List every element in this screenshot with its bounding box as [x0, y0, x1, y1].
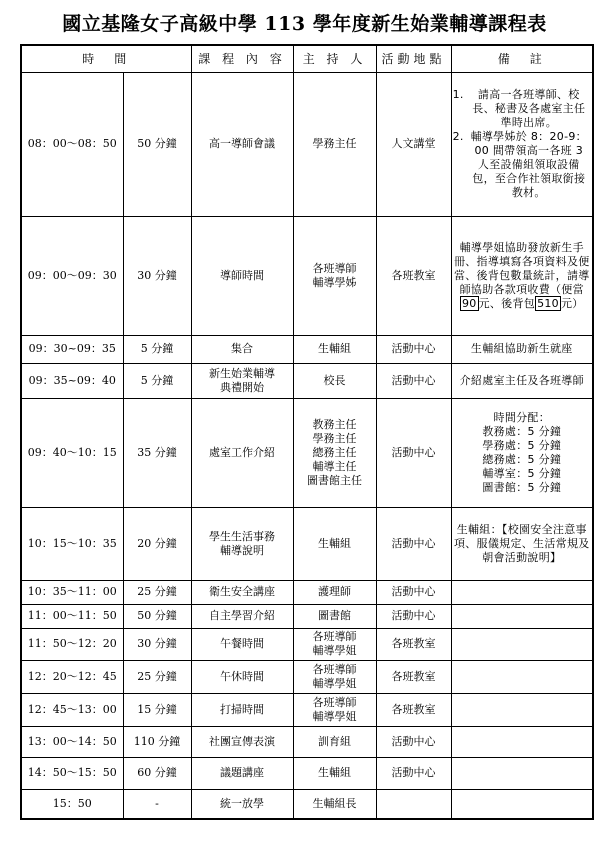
content-cell: 學生生活事務 輔導說明: [191, 507, 293, 580]
duration-cell: 5 分鐘: [123, 335, 191, 363]
content-cell: 衛生安全講座: [191, 580, 293, 604]
header-host: 主 持 人: [293, 45, 376, 72]
host-cell: 各班導師 輔導學姐: [293, 628, 376, 660]
location-cell: 活動中心: [376, 580, 451, 604]
lunchbox-price: 90: [461, 296, 477, 310]
note-cell: [451, 757, 593, 789]
table-row: [21, 726, 593, 757]
note-text: 元）: [560, 296, 584, 310]
location-cell: [376, 789, 451, 819]
duration-cell: 110 分鐘: [123, 726, 191, 757]
time-cell: 09：40～10：15: [21, 398, 123, 507]
header-note: 備 註: [451, 45, 593, 72]
content-cell: 集合: [191, 335, 293, 363]
location-cell: 各班教室: [376, 693, 451, 726]
location-cell: 活動中心: [376, 335, 451, 363]
time-cell: 10：15～10：35: [21, 507, 123, 580]
host-cell: 學務主任: [293, 72, 376, 216]
content-cell: 導師時間: [191, 216, 293, 335]
table-row: [21, 693, 593, 726]
content-cell: 新生始業輔導 典禮開始: [191, 363, 293, 398]
table-row: [21, 789, 593, 819]
host-cell: 生輔組: [293, 507, 376, 580]
header-location: 活動地點: [376, 45, 451, 72]
duration-cell: 25 分鐘: [123, 580, 191, 604]
host-cell: 訓育組: [293, 726, 376, 757]
note-cell: 時間分配： 教務處：5 分鐘 學務處：5 分鐘 總務處：5 分鐘 輔導室：5 分鐘 圖書館：5 分鐘: [451, 398, 593, 507]
duration-cell: 35 分鐘: [123, 398, 191, 507]
note-cell: [451, 693, 593, 726]
location-cell: 各班教室: [376, 628, 451, 660]
time-cell: 15：50: [21, 789, 123, 819]
backpack-price: 510: [537, 296, 559, 310]
host-cell: 生輔組: [293, 757, 376, 789]
table-row: [21, 628, 593, 660]
time-cell: 09：00～09：30: [21, 216, 123, 335]
time-cell: 12：20～12：45: [21, 660, 123, 693]
time-cell: 12：45～13：00: [21, 693, 123, 726]
note-cell: [451, 628, 593, 660]
note-text: 元、後背包: [478, 296, 536, 310]
table-row: [21, 335, 593, 363]
content-cell: 社團宣傳表演: [191, 726, 293, 757]
note-item: 2. 輔導學姊於 8：20-9：00 間帶領高一各班 3 人至設備組領取設備包，至合作社領取銜接教材。: [468, 130, 591, 200]
note-cell: [451, 604, 593, 628]
content-cell: 午休時間: [191, 660, 293, 693]
note-cell: 介紹處室主任及各班導師: [451, 363, 593, 398]
note-cell: [451, 72, 593, 216]
location-cell: 活動中心: [376, 398, 451, 507]
location-cell: 人文講堂: [376, 72, 451, 216]
schedule-table: [20, 44, 594, 820]
note-text: 輔導學姐協助發放新生手冊、指導填寫各項資料及便當、後背包數量統計，請導師協助各款項收費（便當: [453, 240, 590, 296]
note-cell: [451, 726, 593, 757]
table-row: [21, 660, 593, 693]
host-cell: 各班導師 輔導學姊: [293, 216, 376, 335]
duration-cell: -: [123, 789, 191, 819]
host-cell: 圖書館: [293, 604, 376, 628]
note-cell: [451, 580, 593, 604]
note-cell: 生輔組：【校園安全注意事項、服儀規定、生活常規及朝會活動說明】: [451, 507, 593, 580]
table-row: [21, 398, 593, 507]
duration-cell: 20 分鐘: [123, 507, 191, 580]
time-cell: 14：50～15：50: [21, 757, 123, 789]
table-row: [21, 363, 593, 398]
location-cell: 活動中心: [376, 604, 451, 628]
duration-cell: 50 分鐘: [123, 604, 191, 628]
note-cell: [451, 789, 593, 819]
location-cell: 各班教室: [376, 216, 451, 335]
duration-cell: 5 分鐘: [123, 363, 191, 398]
document-title: 國立基隆女子高級中學 113 學年度新生始業輔導課程表: [62, 13, 547, 35]
time-cell: 13：00～14：50: [21, 726, 123, 757]
time-cell: 08：00～08：50: [21, 72, 123, 216]
location-cell: 活動中心: [376, 363, 451, 398]
duration-cell: 30 分鐘: [123, 628, 191, 660]
content-cell: 議題講座: [191, 757, 293, 789]
location-cell: 各班教室: [376, 660, 451, 693]
location-cell: 活動中心: [376, 757, 451, 789]
duration-cell: 25 分鐘: [123, 660, 191, 693]
duration-cell: 15 分鐘: [123, 693, 191, 726]
location-cell: 活動中心: [376, 507, 451, 580]
time-cell: 11：00～11：50: [21, 604, 123, 628]
note-cell: [451, 216, 593, 335]
host-cell: 生輔組: [293, 335, 376, 363]
duration-cell: 30 分鐘: [123, 216, 191, 335]
time-cell: 11：50～12：20: [21, 628, 123, 660]
host-cell: 護理師: [293, 580, 376, 604]
content-cell: 統一放學: [191, 789, 293, 819]
note-item: 1. 請高一各班導師、校長、秘書及各處室主任準時出席。: [468, 88, 591, 130]
location-cell: 活動中心: [376, 726, 451, 757]
host-cell: 生輔組長: [293, 789, 376, 819]
table-row: [21, 757, 593, 789]
note-cell: [451, 660, 593, 693]
content-cell: 自主學習介紹: [191, 604, 293, 628]
table-row: [21, 580, 593, 604]
table-row: [21, 216, 593, 335]
content-cell: 處室工作介紹: [191, 398, 293, 507]
note-list: [454, 88, 591, 200]
host-cell: 校長: [293, 363, 376, 398]
header-content: 課 程 內 容: [191, 45, 293, 72]
duration-cell: 60 分鐘: [123, 757, 191, 789]
table-row: [21, 507, 593, 580]
duration-cell: 50 分鐘: [123, 72, 191, 216]
header-row: [21, 45, 593, 72]
time-cell: 10：35～11：00: [21, 580, 123, 604]
host-cell: 各班導師 輔導學姐: [293, 693, 376, 726]
content-cell: 午餐時間: [191, 628, 293, 660]
content-cell: 高一導師會議: [191, 72, 293, 216]
note-cell: 生輔組協助新生就座: [451, 335, 593, 363]
table-row: [21, 604, 593, 628]
time-cell: 09：35~09：40: [21, 363, 123, 398]
host-cell: 各班導師 輔導學姐: [293, 660, 376, 693]
table-row: [21, 72, 593, 216]
header-time: 時 間: [21, 45, 191, 72]
host-cell: 教務主任 學務主任 總務主任 輔導主任 圖書館主任: [293, 398, 376, 507]
time-cell: 09：30~09：35: [21, 335, 123, 363]
content-cell: 打掃時間: [191, 693, 293, 726]
